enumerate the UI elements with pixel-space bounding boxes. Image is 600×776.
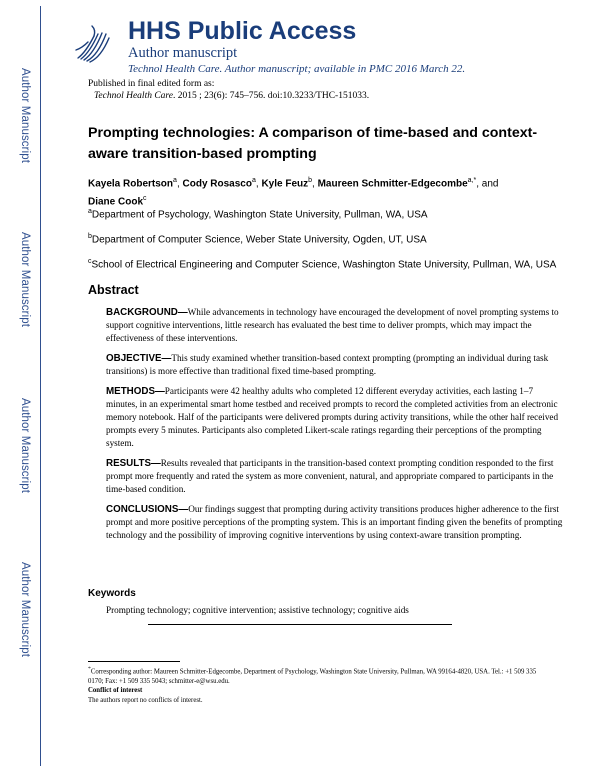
affiliation-text: Department of Computer Science, Weber State University, Ogden, UT, USA [91,234,427,246]
author-separator: , [176,178,183,190]
abstract-section [106,385,566,450]
abstract-heading: Abstract [88,283,139,297]
abstract-section-text: Results revealed that participants in the transition-based context prompting condition responded to the first prompt more frequently and rated the system as more convenient, natural, and appropriate compared to participants in the time-based condition. [106,458,554,494]
affiliation [88,255,568,273]
author-name: Cody Rosasco [182,178,252,190]
abstract-section-text: Our findings suggest that prompting during activity transitions produces higher adherence to the first prompt and more positive perceptions of the prompting system. This is an important finding given the benefits of prompting technology and the possibility of improving cognitive interventions by using context-aware transition prompting. [106,504,563,540]
article-title: Prompting technologies: A comparison of time-based and context-aware transition-based prompting [88,125,538,162]
sidebar-label: Author Manuscript [19,68,31,164]
section-divider [148,624,452,625]
abstract-section [106,352,566,378]
author-sup: a [251,177,256,184]
abstract-section [106,503,566,542]
author-separator: , [255,178,262,190]
header-subtitle: Author manuscript [128,45,238,61]
author-and: , and [476,178,499,190]
affiliation [88,230,568,248]
affiliation-text: Department of Psychology, Washington State University, Pullman, WA, USA [91,209,428,221]
affiliation-sup: b [88,232,92,240]
author-name: Diane Cook [88,196,144,208]
author-sup: a,* [467,177,477,184]
abstract-section [106,306,566,345]
affiliation-sup: a [88,208,92,215]
abstract-section [106,457,566,496]
abstract-section-label: OBJECTIVE— [106,353,172,364]
abstract-section-text: While advancements in technology have encouraged the development of novel prompting systems to support cognitive interventions, little research has evaluated the best time to deliver prompts, which may impact the effectiveness of these interventions. [106,307,559,343]
sidebar-label: Author Manuscript [19,398,31,494]
keywords-heading: Keywords [88,588,136,599]
citation-details: . 2015 ; 23(6): 745–756. doi:10.3233/THC-151033. [173,91,370,101]
citation-line [88,90,568,102]
author-manuscript-sidebar [0,0,40,776]
author-sup: a [173,177,177,184]
abstract-section-label: RESULTS— [106,458,161,469]
hhs-header [68,6,588,76]
abstract-section-text: Participants were 42 healthy adults who completed 12 different everyday activities, each lasting 1–7 minutes, in an experimental smart home testbed and received prompts to record the completed activities from an electronic memory notebook. Half of the participants were delivered prompts during activity transitions, while the other half received prompts every 5 minutes. Participants also completed Likert-scale ratings regarding their perceptions of the prompting system. [106,386,559,448]
footnote-divider [88,661,180,662]
corresponding-author-note [88,665,548,686]
author-sup: c [143,195,147,203]
footnote-mark: * [88,666,91,672]
affiliation-text: School of Electrical Engineering and Computer Science, Washington State University, Pullman, WA, USA [91,258,557,270]
affiliations [88,205,568,279]
abstract-body [106,306,566,549]
affiliation [88,205,568,223]
affiliation-sup: c [88,257,92,265]
author-name: Maureen Schmitter-Edgecombe [317,178,468,190]
footnotes [88,665,548,705]
conflict-text: The authors report no conflicts of interest. [88,696,203,704]
conflict-heading: Conflict of interest [88,687,143,695]
author-separator: , [312,178,318,190]
publication-info [88,78,568,102]
author-sup: b [308,177,313,184]
sidebar-label: Author Manuscript [19,232,31,328]
abstract-section-label: CONCLUSIONS— [106,504,189,515]
keywords-text: Prompting technology; cognitive intervention; assistive technology; cognitive aids [106,605,409,615]
abstract-section-label: BACKGROUND— [106,307,188,318]
citation-journal: Technol Health Care [94,91,173,101]
sidebar-label: Author Manuscript [19,562,31,658]
sidebar-divider [40,6,41,766]
corresponding-author-text: Corresponding author: Maureen Schmitter-Edgecombe, Department of Psychology, Washington State University, Pullman, WA 99164-4820, USA. Tel.: +1 509 335 0170; Fax: +1 509 335 5043; schmitter-e@wsu.edu. [88,668,537,685]
abstract-section-label: METHODS— [106,386,165,397]
author-name: Kayela Robertson [88,178,174,190]
author-name: Kyle Feuz [261,178,309,190]
published-label: Published in final edited form as: [88,79,215,89]
header-journal-line: Technol Health Care. Author manuscript; available in PMC 2016 March 22. [128,63,466,75]
abstract-section-text: This study examined whether transition-based context prompting (prompting an individual during task transitions) is more effective than traditional fixed time-based prompting. [106,353,549,376]
page-title: HHS Public Access [128,17,357,45]
hhs-eagle-logo-icon [72,22,112,64]
